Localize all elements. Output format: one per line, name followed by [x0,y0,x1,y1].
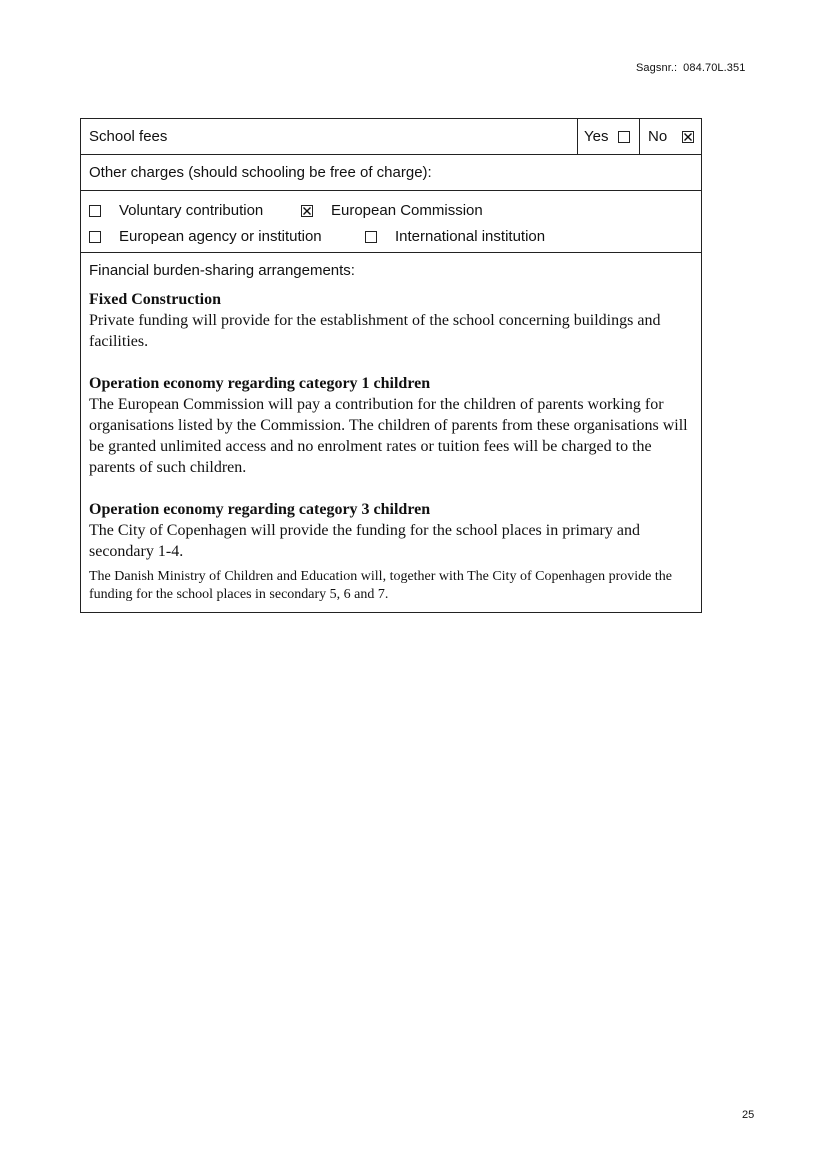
case-number-value: 084.70L.351 [683,62,746,74]
option-international-institution [365,228,545,245]
section-title: Fixed Construction [89,291,221,308]
section-title: Operation economy regarding category 3 children [89,501,431,518]
option-label: International institution [395,228,546,245]
section-category-1 [89,373,691,478]
international-institution-checkbox[interactable] [365,231,377,243]
option-european-commission [301,202,483,219]
ministry-funding-note: The Danish Ministry of Children and Education will, together with The City of Copenhagen provide the funding for the school places in secondary 5, 6 and 7. [89,569,672,602]
option-label: Voluntary contribution [119,202,264,219]
section-fixed-construction [89,289,691,352]
school-fees-label: School fees [89,128,168,145]
charge-options-row [81,191,701,253]
section-category-3 [89,499,691,562]
section-body: The City of Copenhagen will provide the funding for the school places in primary and secondary 1-4. [89,522,640,560]
school-fees-yes-cell [577,119,639,154]
yes-checkbox[interactable] [618,131,630,143]
european-agency-checkbox[interactable] [89,231,101,243]
case-number-label: Sagsnr.: [636,62,678,74]
page-number: 25 [742,1109,755,1121]
european-commission-checkbox[interactable] [301,205,313,217]
checkmark-x-icon [683,132,693,142]
case-number-header [636,62,745,74]
financial-arrangements-row [81,253,701,612]
option-european-agency [89,228,322,245]
no-label: No [648,128,668,145]
no-checkbox[interactable] [682,131,694,143]
section-body: The European Commission will pay a contribution for the children of parents working for organisations listed by the Commission. The children of parents from these organisations will be granted unlimited access and no enrolment rates or tuition fees will be charged to the parents of such children. [89,396,688,476]
checkmark-x-icon [302,206,312,216]
school-fees-no-cell [639,119,701,154]
option-voluntary-contribution [89,202,263,219]
option-label: European Commission [331,202,483,219]
section-body: Private funding will provide for the establishment of the school concerning buildings and facilities. [89,312,661,350]
school-fees-row [81,119,701,155]
funding-form-table [80,118,702,613]
section-title: Operation economy regarding category 1 children [89,375,431,392]
option-label: European agency or institution [119,228,322,245]
other-charges-row [81,155,701,191]
yes-label: Yes [584,128,609,145]
financial-heading: Financial burden-sharing arrangements: [89,262,355,279]
other-charges-label: Other charges (should schooling be free of charge): [89,164,432,181]
voluntary-contribution-checkbox[interactable] [89,205,101,217]
